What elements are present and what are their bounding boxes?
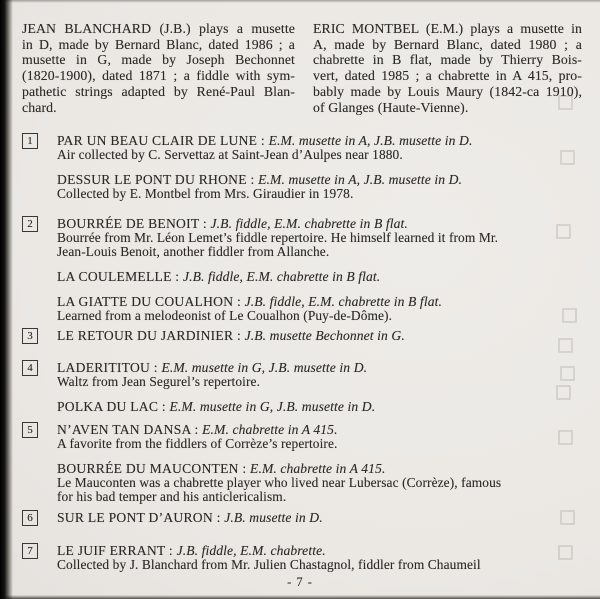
- track-item: [22, 361, 580, 425]
- track-entry: [22, 270, 580, 284]
- track-title: BOURRÉE DU MAUCONTEN: [57, 460, 239, 476]
- track-entry: [22, 423, 580, 451]
- title-separator: :: [238, 460, 251, 476]
- track-title-line: [27, 422, 580, 437]
- track-note-line: Waltz from Jean Segurel’s repertoire.: [57, 374, 261, 389]
- track-note-line: Jean-Louis Benoit, another fiddler from Allanche.: [57, 243, 330, 259]
- track-title: LE RETOUR DU JARDINIER: [57, 328, 234, 343]
- title-separator: :: [257, 133, 269, 148]
- intro-line: musette in G, made by Joseph Bechonnet: [22, 52, 295, 68]
- track-credit: J.B. fiddle, E.M. chabrette in B flat.: [244, 293, 442, 309]
- intro-line: bably made by Louis Maury (1842-ca 1910),: [313, 83, 582, 99]
- title-separator: :: [212, 510, 225, 525]
- track-title: PAR UN BEAU CLAIR DE LUNE: [57, 133, 258, 148]
- track-note-line: Le Mauconten was a chabrette player who lived near Lubersac (Corrèze), famous: [57, 474, 502, 490]
- track-credit: E.M. musette in A, J.B. musette in D.: [258, 171, 463, 187]
- title-separator: :: [233, 293, 245, 309]
- title-separator: :: [150, 360, 162, 375]
- track-item: [22, 511, 580, 536]
- intro-line: in D, made by Bernard Blanc, dated 1986 ; a: [22, 36, 295, 52]
- track-entry: [22, 329, 580, 343]
- intro-line: vert, dated 1985 ; a chabrette in A 415, pro-: [313, 68, 582, 84]
- track-title-line: [27, 510, 580, 525]
- title-separator: :: [246, 171, 259, 187]
- track-item: [22, 423, 580, 515]
- track-entry: [22, 173, 580, 201]
- title-separator: :: [171, 268, 183, 284]
- intro-line: (1820-1900), dated 1871 ; a fiddle with sym-: [22, 68, 295, 84]
- track-number-box: 1: [22, 133, 38, 149]
- track-title: DESSUR LE PONT DU RHONE: [57, 171, 247, 187]
- track-number-box: 7: [22, 543, 38, 559]
- track-note-line: Collected by J. Blanchard from Mr. Julien Chastagnol, fiddler from Chaumeil: [57, 557, 481, 572]
- track-credit: E.M. musette in G, J.B. musette in D.: [169, 398, 376, 414]
- scan-edge-left: [0, 0, 13, 599]
- track-title: N’AVEN TAN DANSA: [57, 422, 191, 437]
- track-title-line: [57, 295, 580, 309]
- intro-line: JEAN BLANCHARD (J.B.) plays a musette: [22, 21, 295, 36]
- track-credit: E.M. musette in A, J.B. musette in D.: [268, 133, 473, 148]
- track-credit: E.M. musette in G, J.B. musette in D.: [161, 360, 368, 375]
- track-title: LE JUIF ERRANT: [57, 543, 166, 558]
- intro-line: ERIC MONTBEL (E.M.) plays a musette in: [313, 21, 582, 36]
- scan-edge-top: [0, 0, 600, 3]
- track-title-line: [57, 462, 580, 476]
- track-item: [22, 329, 580, 354]
- title-separator: :: [199, 216, 211, 231]
- performers-intro: [22, 21, 582, 115]
- track-title-line: [27, 133, 580, 148]
- intro-line: chabrette in B flat, made by Thierry Bois-: [313, 52, 582, 68]
- track-title-line: [27, 328, 580, 343]
- track-note-line: for his bad temper and his anticlericalism.: [57, 488, 287, 504]
- track-title-line: [27, 543, 580, 558]
- track-item: [22, 134, 580, 212]
- title-separator: :: [190, 422, 203, 437]
- track-entry: [22, 217, 580, 259]
- track-note-line: A favorite from the fiddlers of Corrèze’s repertoire.: [57, 436, 338, 451]
- track-entry: [22, 400, 580, 414]
- track-number-box: 4: [22, 360, 38, 376]
- intro-line: of Glanges (Haute-Vienne).: [313, 99, 469, 115]
- track-note-line: Air collected by C. Servettaz at Saint-Jean d’Aulpes near 1880.: [57, 147, 403, 162]
- track-entry: [22, 134, 580, 162]
- track-credit: E.M. chabrette in A 415.: [250, 460, 386, 476]
- page-number: - 7 -: [287, 575, 313, 589]
- track-title-line: [57, 270, 580, 284]
- track-title-line: [57, 400, 580, 414]
- intro-paragraph-eric-montbel: [313, 21, 582, 115]
- track-title-line: [27, 360, 580, 375]
- track-title: LADERITITOU: [57, 360, 151, 375]
- track-credit: J.B. musette in D.: [224, 510, 323, 525]
- track-title: LA COULEMELLE: [57, 268, 172, 284]
- track-title: SUR LE PONT D’AURON: [57, 510, 213, 525]
- track-number-box: 2: [22, 216, 38, 232]
- track-entry: [22, 462, 580, 504]
- track-entry: [22, 544, 580, 572]
- track-credit: E.M. chabrette in A 415.: [202, 422, 338, 437]
- track-title: LA GIATTE DU COUALHON: [57, 293, 234, 309]
- intro-paragraph-jean-blanchard: [22, 21, 295, 115]
- intro-line: chard.: [22, 99, 57, 115]
- title-separator: :: [158, 398, 170, 414]
- track-number-box: 6: [22, 510, 38, 526]
- track-note-line: Bourrée from Mr. Léon Lemet’s fiddle repertoire. He himself learned it from Mr.: [57, 230, 499, 245]
- track-title-line: [57, 173, 580, 187]
- intro-line: A, made by Bernard Blanc, dated 1980 ; a: [313, 36, 582, 52]
- track-item: [22, 217, 580, 334]
- scan-edge-bottom: [0, 595, 600, 599]
- track-number-box: 3: [22, 328, 38, 344]
- track-note-line: Learned from a melodeonist of Le Coualhon (Puy-de-Dôme).: [57, 307, 393, 323]
- track-title-line: [27, 216, 580, 231]
- track-credit: J.B. musette Bechonnet in G.: [244, 328, 405, 343]
- track-entry: [22, 511, 580, 525]
- track-credit: J.B. fiddle, E.M. chabrette in B flat.: [210, 216, 408, 231]
- track-credit: J.B. fiddle, E.M. chabrette.: [176, 543, 326, 558]
- intro-line: pathetic strings adapted by René-Paul Blan-: [22, 83, 295, 99]
- track-entry: [22, 295, 580, 323]
- track-credit: J.B. fiddle, E.M. chabrette in B flat.: [182, 268, 381, 284]
- track-title: POLKA DU LAC: [57, 398, 159, 414]
- title-separator: :: [165, 543, 177, 558]
- track-note-line: Collected by E. Montbel from Mrs. Giraudier in 1978.: [57, 185, 354, 201]
- track-number-box: 5: [22, 422, 38, 438]
- track-entry: [22, 361, 580, 389]
- title-separator: :: [233, 328, 245, 343]
- track-title: BOURRÉE DE BENOIT: [57, 216, 200, 231]
